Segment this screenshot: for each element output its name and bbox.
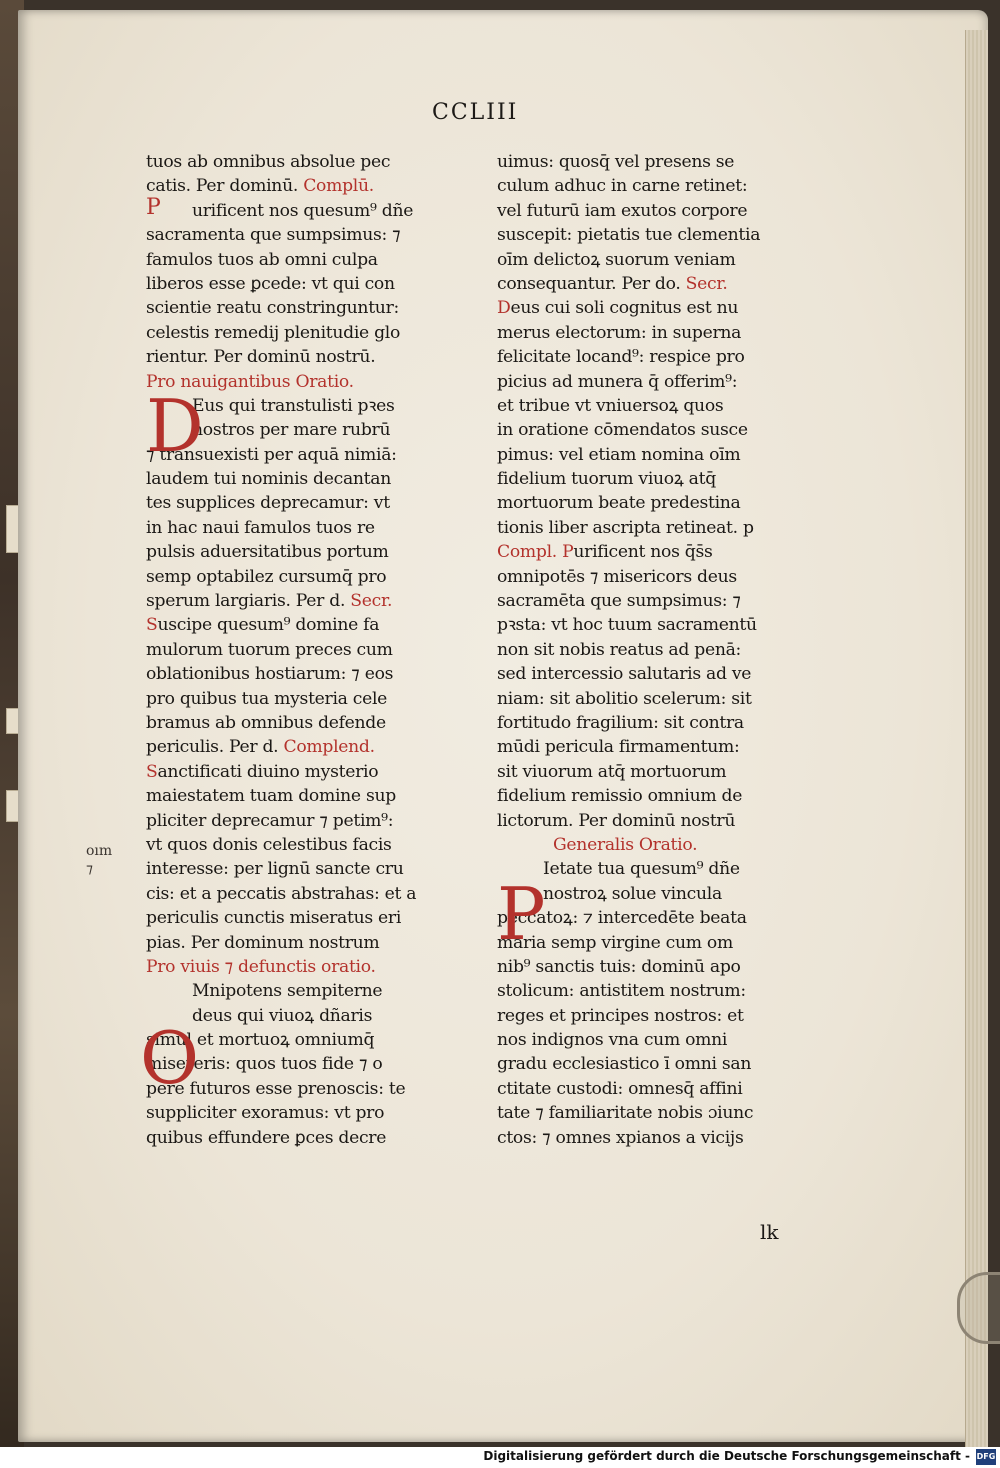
text-line [146, 296, 466, 320]
text-line [146, 979, 466, 1003]
line-text: ctitate custodi: omnesq̄ affini [497, 1078, 743, 1099]
line-text: periculis cunctis miseratus eri [146, 908, 402, 929]
text-line [497, 199, 827, 223]
rubric-text: Pro nauigantibus Oratio. [146, 371, 354, 392]
line-text: fortitudo fragilium: sit contra [497, 712, 744, 733]
text-line [497, 760, 827, 784]
text-line [497, 443, 827, 467]
text-line [146, 711, 466, 735]
line-text: periculis. Per d. [146, 737, 284, 758]
text-line [497, 979, 827, 1003]
line-text: pimus: vel etiam nomina oīm [497, 444, 741, 465]
text-line [146, 345, 466, 369]
text-line [146, 491, 466, 515]
text-line [146, 882, 466, 906]
line-text: cis: et a peccatis abstrahas: et a [146, 883, 417, 904]
text-line [497, 1052, 827, 1076]
line-text: niam: sit abolitio scelerum: sit [497, 688, 752, 709]
initial-p-small: P [146, 195, 161, 220]
text-line [497, 857, 827, 881]
line-text: Mnipotens sempiterne [192, 981, 383, 1002]
line-text: eus cui soli cognitus est nu [510, 298, 739, 319]
line-text: sacramēta que sumpsimus: ⁊ [497, 591, 741, 612]
rubric-text: Secr. [350, 591, 393, 612]
line-text: in hac naui famulos tuos re [146, 517, 375, 538]
text-line [146, 735, 466, 759]
dfg-logo: DFG [976, 1449, 996, 1465]
text-line [146, 1101, 466, 1125]
left-text-column [146, 150, 466, 1150]
text-line [146, 955, 466, 979]
text-line [497, 491, 827, 515]
line-text: felicitate locand⁹: respice pro [497, 347, 745, 368]
line-text: consequantur. Per do. [497, 273, 686, 294]
text-line [146, 199, 466, 223]
line-text: peccatoꝝ: ⁊ intercedēte beata [497, 908, 747, 929]
line-text: rientur. Per dominū nostrū. [146, 347, 376, 368]
line-text: in oratione cōmendatos susce [497, 420, 748, 441]
line-text: ⁊ transuexisti per aquā nimiā: [146, 444, 397, 465]
text-line [146, 613, 466, 637]
text-line [497, 1101, 827, 1125]
text-line [497, 1077, 827, 1101]
initial-d: D [146, 384, 204, 468]
line-text-after: urificent nos q̄s̄s [573, 542, 713, 563]
catchword: lk [760, 1220, 779, 1244]
line-text: maria semp virgine cum om [497, 932, 733, 953]
line-text: semp optabilez cursumq̄ pro [146, 566, 387, 587]
text-line [497, 540, 827, 564]
line-text: bramus ab omnibus defende [146, 712, 386, 733]
text-line [146, 174, 466, 198]
initial-p-large: P [497, 872, 546, 956]
text-line [497, 955, 827, 979]
line-text: ctos: ⁊ omnes xpianos a vicijs [497, 1127, 744, 1148]
text-line [497, 272, 827, 296]
text-line [146, 248, 466, 272]
text-line [497, 613, 827, 637]
text-line [497, 418, 827, 442]
text-line [146, 760, 466, 784]
line-text: simul et mortuoꝝ omniumq̄ [146, 1030, 375, 1051]
text-line [497, 150, 827, 174]
line-text: oīm delictoꝝ suorum veniam [497, 249, 736, 270]
line-text: sed intercessio salutaris ad ve [497, 664, 752, 685]
text-line [497, 394, 827, 418]
text-line [497, 735, 827, 759]
line-text: omnipotēs ⁊ misericors deus [497, 566, 737, 587]
line-text: laudem tui nominis decantan [146, 469, 391, 490]
right-text-column [497, 150, 827, 1150]
line-text: maiestatem tuam domine sup [146, 786, 396, 807]
text-line [146, 565, 466, 589]
text-line [146, 833, 466, 857]
footer-credit: Digitalisierung gefördert durch die Deutsche Forschungsgemeinschaft - [483, 1449, 970, 1463]
text-line [497, 248, 827, 272]
line-text: tate ⁊ familiaritate nobis ɔiunc [497, 1103, 754, 1124]
line-text: tes supplices deprecamur: vt [146, 493, 390, 514]
line-text: urificent nos quesum⁹ dñe [192, 200, 414, 221]
line-text: interesse: per lignū sancte cru [146, 859, 404, 880]
line-text: famulos tuos ab omni culpa [146, 249, 378, 270]
text-line [146, 467, 466, 491]
line-text: Eus qui transtulisti pꝛes [192, 395, 395, 416]
line-text: nos indignos vna cum omni [497, 1030, 728, 1051]
line-text: non sit nobis reatus ad penā: [497, 639, 742, 660]
text-line [497, 809, 827, 833]
line-text: sperum largiaris. Per d. [146, 591, 351, 612]
line-text: vel futurū iam exutos corpore [497, 200, 748, 221]
text-line [497, 662, 827, 686]
line-text: suscepit: pietatis tue clementia [497, 225, 761, 246]
line-text: fidelium tuorum viuoꝝ atq̄ [497, 469, 716, 490]
line-text: pere futuros esse prenoscis: te [146, 1078, 406, 1099]
text-line [146, 784, 466, 808]
paper-clip [957, 1272, 1000, 1344]
line-text: anctificati diuino mysterio [157, 761, 379, 782]
rubric-text: Secr. [685, 273, 728, 294]
margin-note [86, 842, 112, 878]
line-text: pliciter deprecamur ⁊ petim⁹: [146, 810, 394, 831]
line-text: Ietate tua quesum⁹ dñe [543, 859, 740, 880]
text-line [146, 662, 466, 686]
line-text: oblationibus hostiarum: ⁊ eos [146, 664, 394, 685]
text-line [497, 687, 827, 711]
line-text: suppliciter exoramus: vt pro [146, 1103, 385, 1124]
line-text: stolicum: antistitem nostrum: [497, 981, 746, 1002]
text-line [146, 906, 466, 930]
rubric-text: Compl. [497, 542, 563, 563]
text-line [146, 687, 466, 711]
text-line [497, 638, 827, 662]
line-text: deus qui viuoꝝ dñaris [192, 1005, 373, 1026]
text-line [497, 931, 827, 955]
line-text: pias. Per dominum nostrum [146, 932, 380, 953]
text-line [146, 540, 466, 564]
line-text: gradu ecclesiastico ī omni san [497, 1054, 752, 1075]
line-text: pulsis aduersitatibus portum [146, 542, 389, 563]
text-line [497, 516, 827, 540]
line-text: merus electorum: in superna [497, 322, 742, 343]
text-line [497, 467, 827, 491]
line-text: pꝛsta: vt hoc tuum sacramentū [497, 615, 757, 636]
text-line [146, 1126, 466, 1150]
rubric-text: Generalis Oratio. [553, 834, 698, 855]
text-line [146, 321, 466, 345]
margin-note-text: oım ⁊ [86, 843, 113, 877]
line-text: nib⁹ sanctis tuis: dominū apo [497, 956, 741, 977]
line-text: culum adhuc in carne retinet: [497, 176, 748, 197]
line-text: picius ad munera q̄ offerim⁹: [497, 371, 738, 392]
text-line [146, 272, 466, 296]
text-line [146, 809, 466, 833]
line-text: uimus: quosq̄ vel presens se [497, 152, 735, 172]
line-text: quibus effundere ꝑces decre [146, 1127, 387, 1148]
rubric-capital: D [497, 298, 511, 319]
rubric-text: Complū. [303, 176, 374, 197]
folio-number: CCLIII [432, 100, 519, 125]
line-text: mūdi pericula firmamentum: [497, 737, 740, 758]
text-line [497, 296, 827, 320]
text-line [497, 174, 827, 198]
line-text: celestis remedij plenitudie glo [146, 322, 401, 343]
text-line [146, 589, 466, 613]
line-text: liberos esse ꝑcede: vt qui con [146, 273, 395, 294]
initial-o: O [140, 1016, 200, 1100]
line-text: pro quibus tua mysteria cele [146, 688, 388, 709]
text-line [497, 589, 827, 613]
text-line [146, 931, 466, 955]
text-line [497, 1028, 827, 1052]
rubric-text: Pro viuis ⁊ defunctis oratio. [146, 956, 376, 977]
text-line [497, 906, 827, 930]
rubric-text: Complend. [283, 737, 375, 758]
rubric-capital: S [146, 615, 158, 636]
text-line [146, 516, 466, 540]
text-line [146, 857, 466, 881]
text-line [497, 370, 827, 394]
text-line [497, 565, 827, 589]
text-line [146, 223, 466, 247]
line-text: mulorum tuorum preces cum [146, 639, 393, 660]
line-text: sacramenta que sumpsimus: ⁊ [146, 225, 401, 246]
line-text: uscipe quesum⁹ domine fa [157, 615, 380, 636]
text-line [497, 345, 827, 369]
line-text: nostros per mare rubrū [192, 420, 391, 441]
footer-bar [0, 1447, 1000, 1468]
line-text: tuos ab omnibus absolue pec [146, 152, 391, 172]
text-line [497, 223, 827, 247]
line-text: scientie reatu constringuntur: [146, 298, 399, 319]
rubric-capital: S [146, 761, 158, 782]
line-text: vt quos donis celestibus facis [146, 834, 392, 855]
text-line [497, 784, 827, 808]
rubric-capital: P [562, 542, 574, 563]
text-line [497, 833, 827, 857]
text-line [497, 1126, 827, 1150]
line-text: mortuorum beate predestina [497, 493, 741, 514]
line-text: lictorum. Per dominū nostrū [497, 810, 736, 831]
line-text: tionis liber ascripta retineat. p [497, 517, 754, 538]
line-text: nostroꝝ solue vincula [543, 883, 722, 904]
text-line [497, 1004, 827, 1028]
text-line [146, 150, 466, 174]
text-line [497, 321, 827, 345]
text-line [497, 882, 827, 906]
text-line [497, 711, 827, 735]
line-text: sit viuorum atq̄ mortuorum [497, 761, 727, 782]
text-line [146, 638, 466, 662]
line-text: reges et principes nostros: et [497, 1005, 744, 1026]
line-text: et tribue vt vniuersoꝝ quos [497, 395, 724, 416]
page-edges [965, 30, 988, 1450]
line-text: misereris: quos tuos fide ⁊ o [146, 1054, 383, 1075]
line-text: catis. Per dominū. [146, 176, 304, 197]
line-text: fidelium remissio omnium de [497, 786, 743, 807]
